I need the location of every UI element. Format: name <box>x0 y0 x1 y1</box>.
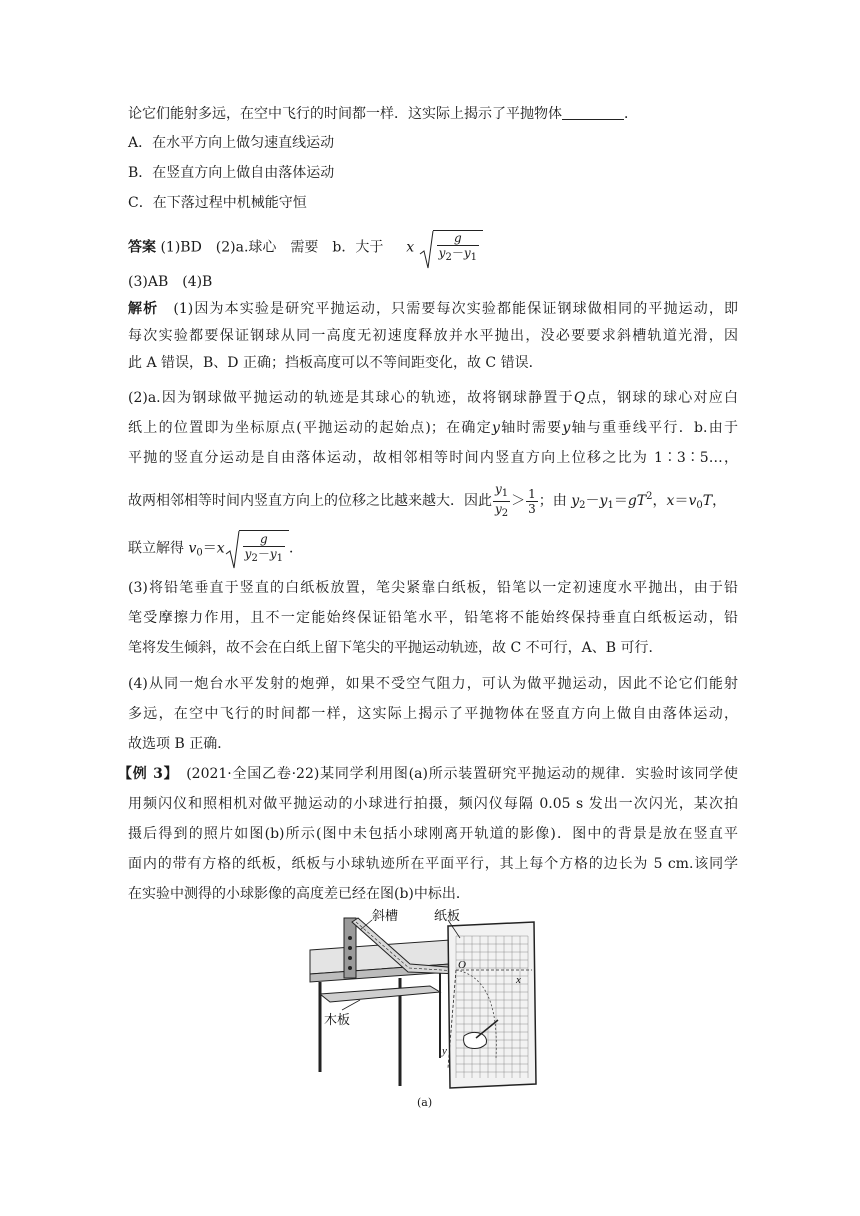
analysis-line: 多远，在空中飞行的时间都一样，这实际上揭示了平抛物体在竖直方向上做自由落体运动， <box>128 706 738 722</box>
analysis-line: 故选项 B 正确． <box>128 736 232 752</box>
option-b: B．在竖直方向上做自由落体运动 <box>128 165 335 181</box>
analysis-line: (2)a.因为钢球做平抛运动的轨迹是其球心的轨迹，故将钢球静置于Q点，钢球的球心对应白 <box>128 390 738 406</box>
option-c: C．在下落过程中机械能守恒 <box>128 195 307 211</box>
example3-line: 用频闪仪和照相机对做平抛运动的小球进行拍摄，频闪仪每隔 0.05 s 发出一次闪光，某次拍 <box>128 796 738 812</box>
example3-line: 摄后得到的照片如图(b)所示(图中未包括小球刚离开轨道的影像)．图中的背景是放在竖直平 <box>128 826 738 842</box>
label-origin: O <box>458 959 466 971</box>
example3-line: 【例 3】 (2021·全国乙卷·22)某同学利用图(a)所示装置研究平抛运动的规律．实验时该同学使 <box>118 766 738 782</box>
analysis-line: 纸上的位置即为坐标原点(平抛运动的起始点)；在确定y轴时需要y轴与重垂线平行．b.由于 <box>128 420 738 436</box>
answer-line-2: (3)AB (4)B <box>128 274 213 290</box>
analysis-label: 解析 <box>128 301 159 317</box>
label-chute: 斜槽 <box>372 908 399 923</box>
label-wood-board: 木板 <box>324 1012 351 1027</box>
answer-line: 答案 (1)BD (2)a.球心 需要 b．大于 x $\frac{g}{y_2-y_1}$ <box>128 230 738 262</box>
option-a: A．在水平方向上做匀速直线运动 <box>128 135 335 151</box>
figure-caption: (a) <box>417 1096 433 1109</box>
example3-line: 面内的带有方格的纸板，纸板与小球轨迹所在平面平行，其上每个方格的边长为 5 cm.该同学 <box>128 856 738 872</box>
analysis-line: 平抛的竖直分运动是自由落体运动，故相邻相等时间内竖直方向上位移之比为 1∶3∶5…， <box>128 450 738 466</box>
fraction: $\frac{1}{3}$ <box>528 486 536 516</box>
analysis-line: (4)从同一炮台水平发射的炮弹，如果不受空气阻力，可认为做平抛运动，因此不论它们能射 <box>128 676 738 692</box>
analysis-line: 笔受摩擦力作用，且不一定能始终保证铅笔水平，铅笔将不能始终保持垂直白纸板运动，铅 <box>128 610 738 626</box>
analysis-line-fractions: 故两相邻相等时间内竖直方向上的位移之比越来越大．因此 $\frac{y_1}{y_2}$ ＞ $\frac{1}{3}$ ；由 $y_2-y_1=gT^2$，$x=v_0T$， <box>128 481 727 519</box>
sqrt-expression <box>419 230 483 265</box>
analysis-line: 解析 (1)因为本实验是研究平抛运动，只需要每次实验都能保证钢球做相同的平抛运动，即 <box>128 301 738 317</box>
label-y-axis: y <box>442 1045 447 1057</box>
example3-line: 在实验中测得的小球影像的高度差已经在图(b)中标出． <box>128 886 470 902</box>
label-paper-board: 纸板 <box>434 908 461 923</box>
example3-label: 【例 3】 <box>118 766 172 782</box>
analysis-line: 每次实验都要保证钢球从同一高度无初速度释放并水平抛出，没必要要求斜槽轨道光滑，因 <box>128 328 738 344</box>
sqrt-expression <box>225 530 289 567</box>
fraction: $\frac{g}{y_2-y_1}$ <box>244 532 283 564</box>
label-x-axis: x <box>516 974 521 986</box>
fraction: $\frac{g}{y_2-y_1}$ <box>438 231 477 263</box>
analysis-line: 此 A 错误，B、D 正确；挡板高度可以不等间距变化，故 C 错误． <box>128 355 543 371</box>
apparatus-figure <box>300 908 550 1094</box>
question-tail-line: 论它们能射多远，在空中飞行的时间都一样．这实际上揭示了平抛物体 ． <box>128 106 638 122</box>
analysis-line-solution: 联立解得 $v_0=x$ $\frac{g}{y_2-y_1}$ ． <box>128 530 738 566</box>
analysis-line: 笔将发生倾斜，故不会在白纸上留下笔尖的平抛运动轨迹，故 C 不可行，A、B 可行． <box>128 640 663 656</box>
answer-label: 答案 <box>128 239 156 256</box>
fraction: $\frac{y_1}{y_2}$ <box>495 481 509 519</box>
answer-blank <box>562 107 624 120</box>
analysis-line: (3)将铅笔垂直于竖直的白纸板放置，笔尖紧靠白纸板，铅笔以一定初速度水平抛出，由于铅 <box>128 580 738 596</box>
